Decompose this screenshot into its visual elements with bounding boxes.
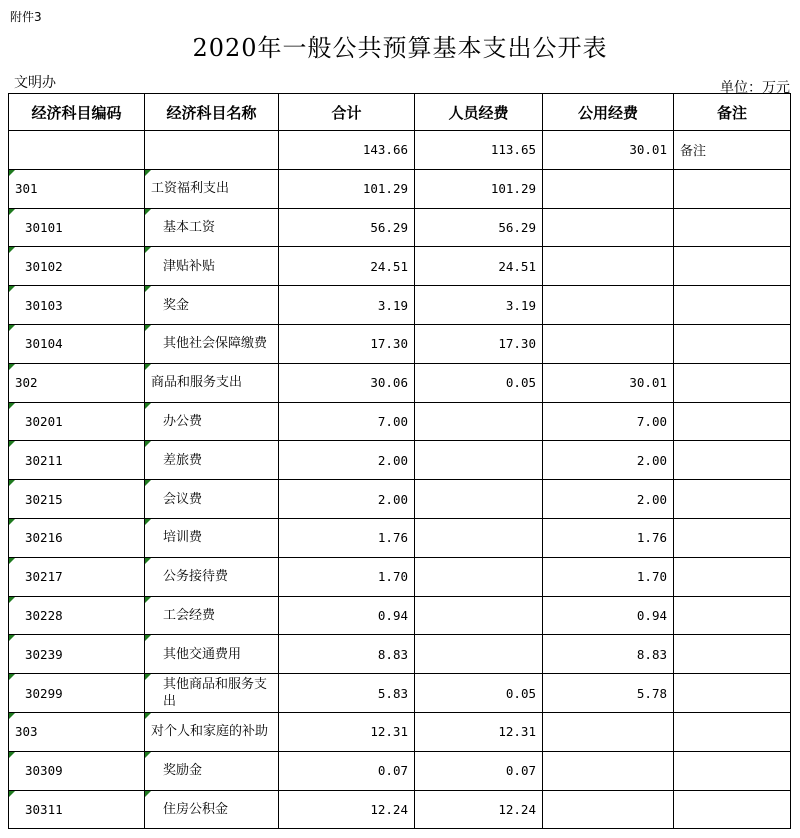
cell-personnel-text: 17.30 [498, 336, 536, 352]
cell-personnel [415, 790, 543, 829]
cell-note [674, 324, 791, 363]
cell-indicator-icon [145, 170, 151, 176]
table-row [9, 402, 791, 441]
cell-public [543, 751, 674, 790]
cell-note [674, 363, 791, 402]
table-row [9, 363, 791, 402]
cell-note [674, 480, 791, 519]
cell-personnel-text: 12.24 [498, 801, 536, 817]
cell-indicator-icon [9, 441, 15, 447]
cell-public [543, 635, 674, 674]
table-row [9, 131, 791, 170]
cell-code [9, 247, 145, 286]
col-header-code: 经济科目编码 [9, 94, 145, 131]
cell-total [279, 169, 415, 208]
cell-name-text: 基本工资 [163, 219, 216, 235]
cell-public [543, 131, 674, 170]
cell-code-text: 30104 [25, 336, 63, 352]
cell-name [145, 441, 279, 480]
cell-indicator-icon [9, 674, 15, 680]
cell-total [279, 208, 415, 247]
cell-personnel [415, 518, 543, 557]
cell-total [279, 790, 415, 829]
cell-note [674, 712, 791, 751]
cell-code [9, 712, 145, 751]
cell-total-text: 7.00 [377, 413, 408, 429]
cell-indicator-icon [145, 791, 151, 797]
table-row [9, 790, 791, 829]
cell-total [279, 557, 415, 596]
table-row [9, 596, 791, 635]
table-row [9, 712, 791, 751]
cell-note [674, 247, 791, 286]
cell-total-text: 3.19 [377, 297, 408, 313]
cell-code [9, 208, 145, 247]
cell-public [543, 790, 674, 829]
cell-public [543, 402, 674, 441]
col-header-note: 备注 [674, 94, 791, 131]
cell-code-text: 30211 [25, 452, 63, 468]
cell-personnel [415, 363, 543, 402]
cell-public-text: 5.78 [636, 685, 667, 701]
cell-indicator-icon [9, 480, 15, 486]
cell-note [674, 557, 791, 596]
cell-name-text: 其他社会保障缴费 [163, 336, 268, 352]
cell-name-text: 奖励金 [163, 763, 203, 779]
cell-total [279, 247, 415, 286]
cell-indicator-icon [145, 558, 151, 564]
cell-public-text: 1.76 [636, 530, 667, 546]
cell-code-text: 30201 [25, 413, 63, 429]
table-row [9, 480, 791, 519]
cell-public [543, 674, 674, 713]
table-row [9, 169, 791, 208]
cell-code [9, 557, 145, 596]
cell-public [543, 247, 674, 286]
col-header-personnel: 人员经费 [415, 94, 543, 131]
cell-note [674, 635, 791, 674]
cell-total-text: 2.00 [377, 491, 408, 507]
cell-note [674, 518, 791, 557]
table-row [9, 518, 791, 557]
cell-total-text: 17.30 [370, 336, 408, 352]
col-header-name: 经济科目名称 [145, 94, 279, 131]
col-header-public: 公用经费 [543, 94, 674, 131]
cell-public [543, 324, 674, 363]
cell-personnel [415, 286, 543, 325]
cell-personnel-text: 0.05 [505, 685, 536, 701]
cell-public [543, 169, 674, 208]
cell-public-text: 30.01 [629, 375, 667, 391]
cell-personnel-text: 0.05 [505, 375, 536, 391]
cell-indicator-icon [9, 597, 15, 603]
cell-name-text: 奖金 [163, 297, 190, 313]
cell-personnel-text: 12.31 [498, 724, 536, 740]
cell-total-text: 8.83 [377, 646, 408, 662]
cell-name-text: 会议费 [163, 491, 203, 507]
cell-name [145, 402, 279, 441]
cell-note [674, 208, 791, 247]
cell-total [279, 441, 415, 480]
cell-indicator-icon [145, 364, 151, 370]
cell-note [674, 402, 791, 441]
cell-name [145, 363, 279, 402]
cell-code-text: 30103 [25, 297, 63, 313]
cell-indicator-icon [9, 170, 15, 176]
cell-personnel [415, 674, 543, 713]
cell-public [543, 208, 674, 247]
cell-code [9, 363, 145, 402]
cell-total-text: 12.24 [370, 801, 408, 817]
cell-indicator-icon [145, 247, 151, 253]
table-row [9, 635, 791, 674]
cell-personnel [415, 208, 543, 247]
cell-code-text: 30309 [25, 763, 63, 779]
cell-total [279, 480, 415, 519]
cell-note [674, 131, 791, 170]
cell-public [543, 363, 674, 402]
cell-note [674, 751, 791, 790]
cell-name [145, 480, 279, 519]
cell-indicator-icon [145, 674, 151, 680]
table-row [9, 441, 791, 480]
cell-total-text: 56.29 [370, 219, 408, 235]
cell-public [543, 596, 674, 635]
cell-total [279, 712, 415, 751]
cell-note [674, 790, 791, 829]
budget-table [8, 93, 791, 829]
cell-total [279, 674, 415, 713]
cell-public-text: 30.01 [629, 142, 667, 158]
cell-code-text: 30299 [25, 685, 63, 701]
cell-personnel [415, 441, 543, 480]
cell-code-text: 303 [15, 724, 38, 740]
table-row [9, 324, 791, 363]
cell-indicator-icon [9, 791, 15, 797]
department-label: 文明办 [14, 75, 56, 91]
cell-indicator-icon [9, 403, 15, 409]
cell-code [9, 131, 145, 170]
cell-total-text: 0.94 [377, 607, 408, 623]
cell-name-text: 公务接待费 [163, 569, 229, 585]
cell-indicator-icon [9, 286, 15, 292]
cell-personnel-text: 0.07 [505, 763, 536, 779]
cell-personnel [415, 712, 543, 751]
cell-name-text: 工会经费 [163, 607, 216, 623]
cell-code-text: 30311 [25, 801, 63, 817]
cell-name [145, 712, 279, 751]
cell-indicator-icon [145, 635, 151, 641]
cell-total-text: 2.00 [377, 452, 408, 468]
cell-total [279, 363, 415, 402]
cell-indicator-icon [9, 325, 15, 331]
cell-name-text: 培训费 [163, 530, 203, 546]
cell-name [145, 324, 279, 363]
table-row [9, 557, 791, 596]
cell-total [279, 402, 415, 441]
unit-label: 单位：万元 [720, 80, 790, 96]
cell-total [279, 596, 415, 635]
cell-name-text: 住房公积金 [163, 801, 229, 817]
cell-indicator-icon [145, 209, 151, 215]
cell-code-text: 30228 [25, 607, 63, 623]
cell-name [145, 635, 279, 674]
cell-code [9, 402, 145, 441]
cell-public-text: 8.83 [636, 646, 667, 662]
cell-public [543, 286, 674, 325]
cell-personnel [415, 402, 543, 441]
cell-name [145, 247, 279, 286]
cell-total-text: 143.66 [362, 142, 408, 158]
cell-note [674, 674, 791, 713]
cell-public-text: 2.00 [636, 452, 667, 468]
table-row [9, 286, 791, 325]
cell-indicator-icon [145, 713, 151, 719]
cell-name [145, 208, 279, 247]
cell-public [543, 480, 674, 519]
cell-code [9, 518, 145, 557]
cell-personnel-text: 24.51 [498, 258, 536, 274]
col-header-total: 合计 [279, 94, 415, 131]
cell-total-text: 30.06 [370, 375, 408, 391]
cell-public [543, 441, 674, 480]
attachment-label: 附件3 [10, 10, 42, 24]
cell-public [543, 557, 674, 596]
cell-code-text: 30101 [25, 219, 63, 235]
cell-code-text: 302 [15, 375, 38, 391]
cell-indicator-icon [145, 480, 151, 486]
cell-code [9, 480, 145, 519]
cell-total [279, 518, 415, 557]
cell-name [145, 674, 279, 713]
cell-indicator-icon [9, 752, 15, 758]
table-body [9, 131, 791, 829]
cell-indicator-icon [145, 286, 151, 292]
cell-total-text: 5.83 [377, 685, 408, 701]
cell-indicator-icon [145, 325, 151, 331]
cell-indicator-icon [9, 519, 15, 525]
cell-code-text: 30215 [25, 491, 63, 507]
cell-code [9, 324, 145, 363]
cell-total [279, 131, 415, 170]
cell-total-text: 12.31 [370, 724, 408, 740]
cell-note [674, 286, 791, 325]
cell-personnel [415, 131, 543, 170]
cell-note [674, 596, 791, 635]
cell-public [543, 518, 674, 557]
cell-code [9, 286, 145, 325]
cell-total [279, 286, 415, 325]
cell-personnel-text: 101.29 [490, 181, 536, 197]
cell-total [279, 324, 415, 363]
cell-personnel-text: 56.29 [498, 219, 536, 235]
cell-personnel [415, 635, 543, 674]
cell-personnel [415, 596, 543, 635]
page-title: 2020年一般公共预算基本支出公开表 [192, 34, 608, 62]
cell-name-text: 对个人和家庭的补助 [151, 724, 269, 740]
cell-code [9, 441, 145, 480]
cell-indicator-icon [145, 752, 151, 758]
cell-indicator-icon [145, 519, 151, 525]
cell-personnel-text: 3.19 [505, 297, 536, 313]
cell-indicator-icon [9, 209, 15, 215]
cell-code [9, 751, 145, 790]
cell-name-text: 工资福利支出 [151, 181, 230, 197]
cell-note [674, 441, 791, 480]
cell-public-text: 2.00 [636, 491, 667, 507]
cell-total [279, 751, 415, 790]
cell-total-text: 101.29 [362, 181, 408, 197]
cell-name [145, 131, 279, 170]
cell-note-text: 备注 [680, 144, 707, 160]
cell-public-text: 0.94 [636, 607, 667, 623]
cell-code-text: 301 [15, 181, 38, 197]
cell-code [9, 596, 145, 635]
cell-public-text: 7.00 [636, 413, 667, 429]
cell-public-text: 1.70 [636, 569, 667, 585]
table-row [9, 751, 791, 790]
cell-code-text: 30217 [25, 569, 63, 585]
cell-total-text: 24.51 [370, 258, 408, 274]
cell-name-text: 其他交通费用 [163, 646, 242, 662]
cell-code [9, 635, 145, 674]
cell-personnel [415, 169, 543, 208]
cell-personnel [415, 751, 543, 790]
cell-total-text: 1.76 [377, 530, 408, 546]
table-row [9, 208, 791, 247]
cell-indicator-icon [145, 441, 151, 447]
cell-name [145, 596, 279, 635]
cell-name-text: 办公费 [163, 413, 203, 429]
cell-name [145, 286, 279, 325]
table-row [9, 674, 791, 713]
cell-public [543, 712, 674, 751]
cell-personnel [415, 324, 543, 363]
cell-code [9, 674, 145, 713]
cell-indicator-icon [9, 635, 15, 641]
cell-indicator-icon [9, 364, 15, 370]
cell-code [9, 169, 145, 208]
cell-total-text: 0.07 [377, 763, 408, 779]
cell-indicator-icon [9, 247, 15, 253]
cell-name [145, 557, 279, 596]
cell-name [145, 518, 279, 557]
cell-personnel [415, 480, 543, 519]
cell-indicator-icon [9, 713, 15, 719]
cell-name [145, 169, 279, 208]
cell-indicator-icon [145, 597, 151, 603]
cell-name-text: 津贴补贴 [163, 258, 216, 274]
cell-name-text: 商品和服务支出 [151, 375, 243, 391]
cell-personnel-text: 113.65 [490, 142, 536, 158]
table-row [9, 247, 791, 286]
cell-total [279, 635, 415, 674]
cell-name-text: 差旅费 [163, 452, 203, 468]
cell-personnel [415, 557, 543, 596]
cell-personnel [415, 247, 543, 286]
cell-name [145, 790, 279, 829]
table-header-row [9, 94, 791, 131]
cell-indicator-icon [145, 403, 151, 409]
cell-name-text: 其他商品和服务支出 [163, 677, 268, 710]
cell-code-text: 30239 [25, 646, 63, 662]
cell-code-text: 30216 [25, 530, 63, 546]
cell-code-text: 30102 [25, 258, 63, 274]
cell-note [674, 169, 791, 208]
cell-indicator-icon [9, 558, 15, 564]
cell-total-text: 1.70 [377, 569, 408, 585]
cell-name [145, 751, 279, 790]
cell-code [9, 790, 145, 829]
